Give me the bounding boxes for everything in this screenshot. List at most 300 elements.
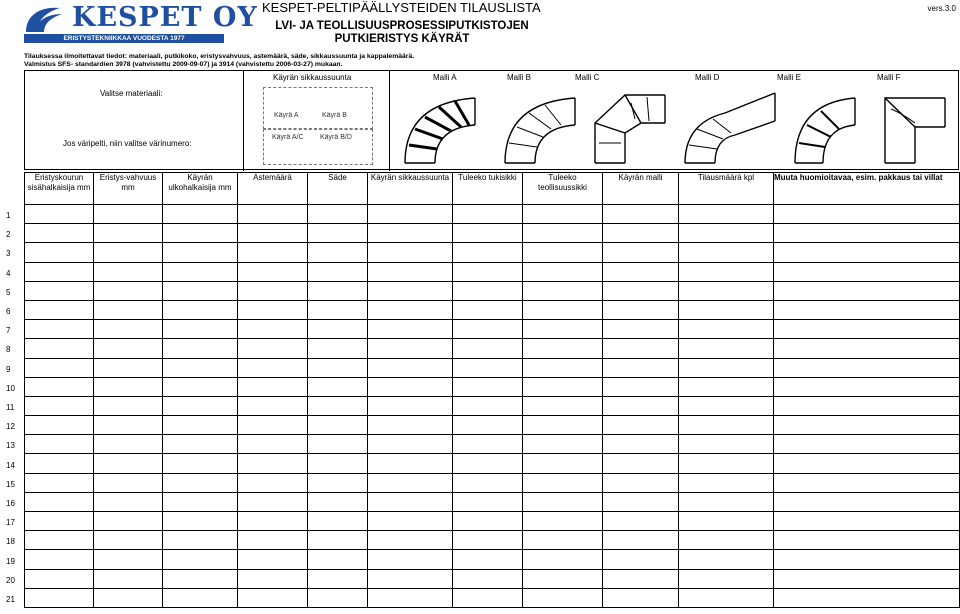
table-cell-input[interactable]	[238, 473, 308, 492]
table-cell-input[interactable]	[94, 320, 163, 339]
table-cell-input[interactable]	[774, 224, 960, 243]
table-cell-input[interactable]	[774, 550, 960, 569]
table-cell-input[interactable]	[523, 416, 603, 435]
row-number: 13	[6, 441, 15, 451]
table-cell-input[interactable]	[238, 262, 308, 281]
table-cell-input[interactable]	[679, 377, 774, 396]
table-cell-input[interactable]	[368, 550, 453, 569]
col-insulation-thickness: Eristys-vahvuus mm	[94, 173, 163, 205]
table-row	[25, 588, 960, 607]
table-cell-input[interactable]	[679, 205, 774, 224]
table-cell-input[interactable]	[163, 473, 238, 492]
table-cell-input[interactable]	[368, 243, 453, 262]
table-cell-input[interactable]	[523, 454, 603, 473]
table-cell-input[interactable]	[774, 339, 960, 358]
table-row	[25, 473, 960, 492]
table-cell-input[interactable]	[94, 205, 163, 224]
table-cell-input[interactable]	[368, 320, 453, 339]
table-cell-input[interactable]	[25, 224, 94, 243]
table-cell-input[interactable]	[163, 588, 238, 607]
order-table	[24, 172, 960, 608]
color-number-label: Jos väripelti, niin valitse värinumero:	[63, 139, 192, 148]
table-cell-input[interactable]	[308, 224, 368, 243]
table-cell-input[interactable]	[774, 243, 960, 262]
table-cell-input[interactable]	[774, 473, 960, 492]
table-cell-input[interactable]	[679, 512, 774, 531]
table-cell-input[interactable]	[453, 512, 523, 531]
table-cell-input[interactable]	[453, 377, 523, 396]
col-support-seam: Tuleeko tukisikki	[453, 173, 523, 205]
table-cell-input[interactable]	[308, 492, 368, 511]
table-cell-input[interactable]	[368, 262, 453, 281]
table-cell-input[interactable]	[308, 320, 368, 339]
table-cell-input[interactable]	[523, 281, 603, 300]
table-cell-input[interactable]	[774, 512, 960, 531]
table-cell-input[interactable]	[523, 377, 603, 396]
table-cell-input[interactable]	[94, 492, 163, 511]
table-cell-input[interactable]	[238, 358, 308, 377]
table-cell-input[interactable]	[163, 300, 238, 319]
logo-symbol-icon	[24, 4, 64, 34]
table-cell-input[interactable]	[25, 550, 94, 569]
table-row	[25, 358, 960, 377]
table-cell-input[interactable]	[163, 416, 238, 435]
table-cell-input[interactable]	[308, 454, 368, 473]
table-cell-input[interactable]	[603, 281, 679, 300]
table-cell-input[interactable]	[94, 339, 163, 358]
table-cell-input[interactable]	[308, 473, 368, 492]
row-number: 11	[6, 403, 15, 412]
table-cell-input[interactable]	[523, 569, 603, 588]
table-cell-input[interactable]	[308, 205, 368, 224]
bend-models-drawing	[395, 83, 955, 169]
table-cell-input[interactable]	[774, 531, 960, 550]
row-number: 19	[6, 556, 15, 566]
table-cell-input[interactable]	[523, 205, 603, 224]
direction-label-ac: Käyrä A/C	[272, 134, 304, 141]
table-cell-input[interactable]	[603, 588, 679, 607]
table-cell-input[interactable]	[308, 569, 368, 588]
table-cell-input[interactable]	[94, 358, 163, 377]
table-cell-input[interactable]	[163, 531, 238, 550]
table-cell-input[interactable]	[94, 454, 163, 473]
table-cell-input[interactable]	[453, 243, 523, 262]
table-cell-input[interactable]	[774, 454, 960, 473]
table-cell-input[interactable]	[774, 300, 960, 319]
table-row	[25, 396, 960, 415]
table-row	[25, 320, 960, 339]
table-cell-input[interactable]	[25, 300, 94, 319]
table-cell-input[interactable]	[453, 550, 523, 569]
table-cell-input[interactable]	[368, 396, 453, 415]
table-cell-input[interactable]	[238, 492, 308, 511]
table-cell-input[interactable]	[774, 205, 960, 224]
table-cell-input[interactable]	[774, 320, 960, 339]
col-bend-model: Käyrän malli	[603, 173, 679, 205]
table-cell-input[interactable]	[238, 243, 308, 262]
table-cell-input[interactable]	[523, 339, 603, 358]
table-cell-input[interactable]	[603, 396, 679, 415]
table-cell-input[interactable]	[679, 320, 774, 339]
row-number: 3	[6, 249, 11, 259]
table-row	[25, 224, 960, 243]
table-cell-input[interactable]	[163, 550, 238, 569]
table-cell-input[interactable]	[94, 243, 163, 262]
table-cell-input[interactable]	[94, 377, 163, 396]
table-cell-input[interactable]	[679, 454, 774, 473]
table-cell-input[interactable]	[94, 473, 163, 492]
bend-direction-title: Käyrän sikkaussuunta	[273, 73, 352, 82]
table-cell-input[interactable]	[603, 224, 679, 243]
col-inner-diameter: Eristyskourun sisähalkaisija mm	[25, 173, 94, 205]
table-cell-input[interactable]	[679, 358, 774, 377]
table-cell-input[interactable]	[453, 569, 523, 588]
table-cell-input[interactable]	[163, 339, 238, 358]
table-cell-input[interactable]	[308, 377, 368, 396]
table-cell-input[interactable]	[163, 435, 238, 454]
table-cell-input[interactable]	[603, 320, 679, 339]
table-cell-input[interactable]	[603, 473, 679, 492]
table-cell-input[interactable]	[523, 492, 603, 511]
table-cell-input[interactable]	[163, 396, 238, 415]
table-cell-input[interactable]	[238, 588, 308, 607]
table-cell-input[interactable]	[679, 262, 774, 281]
model-e-label: Malli E	[777, 73, 802, 82]
table-cell-input[interactable]	[238, 224, 308, 243]
table-cell-input[interactable]	[308, 416, 368, 435]
table-cell-input[interactable]	[94, 281, 163, 300]
table-cell-input[interactable]	[308, 358, 368, 377]
table-row	[25, 243, 960, 262]
table-cell-input[interactable]	[238, 320, 308, 339]
table-cell-input[interactable]	[25, 588, 94, 607]
table-cell-input[interactable]	[368, 339, 453, 358]
table-cell-input[interactable]	[774, 358, 960, 377]
table-cell-input[interactable]	[368, 300, 453, 319]
table-cell-input[interactable]	[368, 588, 453, 607]
table-cell-input[interactable]	[523, 358, 603, 377]
table-cell-input[interactable]	[774, 377, 960, 396]
table-cell-input[interactable]	[453, 531, 523, 550]
table-cell-input[interactable]	[774, 416, 960, 435]
col-degrees: Astemäärä	[238, 173, 308, 205]
table-row	[25, 205, 960, 224]
row-number: 5	[6, 287, 11, 297]
table-cell-input[interactable]	[163, 205, 238, 224]
table-row	[25, 454, 960, 473]
table-cell-input[interactable]	[308, 300, 368, 319]
table-cell-input[interactable]	[94, 569, 163, 588]
table-cell-input[interactable]	[94, 300, 163, 319]
table-cell-input[interactable]	[523, 320, 603, 339]
table-cell-input[interactable]	[523, 588, 603, 607]
row-number: 9	[6, 364, 11, 374]
row-number: 18	[6, 537, 15, 547]
table-cell-input[interactable]	[94, 224, 163, 243]
table-cell-input[interactable]	[163, 512, 238, 531]
table-cell-input[interactable]	[308, 550, 368, 569]
table-cell-input[interactable]	[308, 588, 368, 607]
table-cell-input[interactable]	[25, 281, 94, 300]
col-outer-diameter: Käyrän ulkohalkaisija mm	[163, 173, 238, 205]
table-row	[25, 262, 960, 281]
table-cell-input[interactable]	[368, 531, 453, 550]
table-cell-input[interactable]	[603, 377, 679, 396]
table-cell-input[interactable]	[453, 224, 523, 243]
table-cell-input[interactable]	[603, 205, 679, 224]
table-cell-input[interactable]	[25, 416, 94, 435]
table-cell-input[interactable]	[25, 396, 94, 415]
table-cell-input[interactable]	[163, 377, 238, 396]
table-cell-input[interactable]	[94, 262, 163, 281]
table-cell-input[interactable]	[453, 416, 523, 435]
table-cell-input[interactable]	[163, 243, 238, 262]
table-cell-input[interactable]	[25, 492, 94, 511]
table-cell-input[interactable]	[679, 550, 774, 569]
table-cell-input[interactable]	[163, 454, 238, 473]
table-cell-input[interactable]	[774, 569, 960, 588]
table-cell-input[interactable]	[238, 396, 308, 415]
table-cell-input[interactable]	[238, 281, 308, 300]
direction-diagram-ab	[263, 87, 373, 129]
table-cell-input[interactable]	[603, 454, 679, 473]
table-cell-input[interactable]	[308, 243, 368, 262]
table-cell-input[interactable]	[238, 512, 308, 531]
model-f-label: Malli F	[877, 73, 901, 82]
order-info-text: Tilauksessa ilmoitettavat tiedot: materiaali, putkikoko, eristysvahvuus, astemäärä, säde, sikkaussuunta ja kappalemäärä. Valmistus SFS- standardien 3978 (vahvistettu 2009-09-07) ja 3914 (vahvistettu 2006-03-27) mukaan.	[24, 53, 415, 68]
table-cell-input[interactable]	[308, 512, 368, 531]
model-b-label: Malli B	[507, 73, 532, 82]
table-cell-input[interactable]	[453, 320, 523, 339]
direction-label-bd: Käyrä B/D	[320, 134, 352, 141]
col-radius: Säde	[308, 173, 368, 205]
table-cell-input[interactable]	[368, 492, 453, 511]
table-cell-input[interactable]	[94, 588, 163, 607]
table-cell-input[interactable]	[368, 454, 453, 473]
table-cell-input[interactable]	[163, 569, 238, 588]
table-cell-input[interactable]	[238, 550, 308, 569]
direction-diagram-acbd	[263, 129, 373, 165]
table-row	[25, 569, 960, 588]
table-cell-input[interactable]	[368, 435, 453, 454]
row-number: 6	[6, 307, 11, 316]
table-cell-input[interactable]	[25, 512, 94, 531]
version-label: vers.3.0	[927, 4, 956, 13]
table-cell-input[interactable]	[679, 416, 774, 435]
table-cell-input[interactable]	[238, 377, 308, 396]
page-title: KESPET-PELTIPÄÄLLYSTEIDEN TILAUSLISTA	[262, 0, 541, 15]
table-cell-input[interactable]	[368, 569, 453, 588]
table-cell-input[interactable]	[603, 358, 679, 377]
table-cell-input[interactable]	[163, 320, 238, 339]
table-cell-input[interactable]	[368, 224, 453, 243]
direction-label-b: Käyrä B	[322, 112, 347, 119]
col-seam-direction: Käyrän sikkaussuunta	[368, 173, 453, 205]
table-cell-input[interactable]	[308, 435, 368, 454]
row-number: 1	[6, 211, 11, 220]
table-cell-input[interactable]	[25, 454, 94, 473]
table-cell-input[interactable]	[238, 205, 308, 224]
col-order-quantity: Tilausmäärä kpl	[679, 173, 774, 205]
table-cell-input[interactable]	[368, 205, 453, 224]
table-cell-input[interactable]	[453, 396, 523, 415]
table-header-row	[25, 173, 960, 205]
table-cell-input[interactable]	[679, 224, 774, 243]
table-cell-input[interactable]	[679, 473, 774, 492]
table-cell-input[interactable]	[523, 396, 603, 415]
table-cell-input[interactable]	[368, 281, 453, 300]
table-cell-input[interactable]	[238, 300, 308, 319]
table-cell-input[interactable]	[25, 358, 94, 377]
table-cell-input[interactable]	[368, 512, 453, 531]
table-cell-input[interactable]	[163, 224, 238, 243]
table-cell-input[interactable]	[679, 339, 774, 358]
table-cell-input[interactable]	[308, 531, 368, 550]
table-cell-input[interactable]	[25, 377, 94, 396]
selection-panel	[24, 70, 959, 170]
table-row	[25, 492, 960, 511]
table-cell-input[interactable]	[523, 473, 603, 492]
table-cell-input[interactable]	[603, 339, 679, 358]
table-cell-input[interactable]	[603, 262, 679, 281]
table-cell-input[interactable]	[163, 492, 238, 511]
table-cell-input[interactable]	[453, 281, 523, 300]
table-cell-input[interactable]	[523, 243, 603, 262]
row-number: 12	[6, 422, 15, 432]
table-cell-input[interactable]	[308, 281, 368, 300]
table-cell-input[interactable]	[774, 396, 960, 415]
table-cell-input[interactable]	[523, 262, 603, 281]
material-label: Valitse materiaali:	[100, 89, 163, 98]
table-cell-input[interactable]	[453, 262, 523, 281]
row-number: 17	[6, 518, 15, 528]
table-cell-input[interactable]	[453, 492, 523, 511]
table-cell-input[interactable]	[679, 531, 774, 550]
table-cell-input[interactable]	[679, 569, 774, 588]
table-row	[25, 435, 960, 454]
table-cell-input[interactable]	[25, 435, 94, 454]
table-cell-input[interactable]	[603, 300, 679, 319]
table-cell-input[interactable]	[25, 262, 94, 281]
model-a-label: Malli A	[433, 73, 457, 82]
table-cell-input[interactable]	[523, 550, 603, 569]
col-industrial-seam: Tuleeko teollisuussikki	[523, 173, 603, 205]
table-cell-input[interactable]	[523, 435, 603, 454]
table-row	[25, 300, 960, 319]
table-cell-input[interactable]	[453, 358, 523, 377]
table-cell-input[interactable]	[238, 569, 308, 588]
table-cell-input[interactable]	[679, 243, 774, 262]
table-cell-input[interactable]	[603, 492, 679, 511]
table-cell-input[interactable]	[603, 435, 679, 454]
table-cell-input[interactable]	[238, 339, 308, 358]
table-row	[25, 281, 960, 300]
table-cell-input[interactable]	[774, 435, 960, 454]
table-cell-input[interactable]	[679, 396, 774, 415]
table-cell-input[interactable]	[523, 224, 603, 243]
table-cell-input[interactable]	[603, 569, 679, 588]
table-cell-input[interactable]	[679, 588, 774, 607]
table-row	[25, 550, 960, 569]
table-cell-input[interactable]	[308, 339, 368, 358]
col-notes: Muuta huomioitavaa, esim. pakkaus tai villat	[774, 173, 960, 205]
table-cell-input[interactable]	[25, 243, 94, 262]
table-cell-input[interactable]	[308, 396, 368, 415]
table-cell-input[interactable]	[25, 531, 94, 550]
table-cell-input[interactable]	[774, 262, 960, 281]
table-cell-input[interactable]	[238, 454, 308, 473]
table-cell-input[interactable]	[25, 339, 94, 358]
table-row	[25, 531, 960, 550]
table-cell-input[interactable]	[163, 358, 238, 377]
table-cell-input[interactable]	[603, 531, 679, 550]
table-cell-input[interactable]	[453, 454, 523, 473]
table-cell-input[interactable]	[523, 531, 603, 550]
table-cell-input[interactable]	[25, 569, 94, 588]
table-cell-input[interactable]	[238, 416, 308, 435]
table-cell-input[interactable]	[774, 281, 960, 300]
table-cell-input[interactable]	[603, 512, 679, 531]
table-cell-input[interactable]	[94, 512, 163, 531]
table-cell-input[interactable]	[238, 531, 308, 550]
table-cell-input[interactable]	[25, 473, 94, 492]
table-cell-input[interactable]	[368, 473, 453, 492]
table-cell-input[interactable]	[25, 205, 94, 224]
row-number: 16	[6, 499, 15, 508]
table-cell-input[interactable]	[523, 512, 603, 531]
table-cell-input[interactable]	[163, 262, 238, 281]
model-d-label: Malli D	[695, 73, 720, 82]
table-cell-input[interactable]	[679, 300, 774, 319]
row-number: 8	[6, 345, 11, 355]
table-row	[25, 377, 960, 396]
table-cell-input[interactable]	[774, 492, 960, 511]
table-cell-input[interactable]	[453, 205, 523, 224]
panel-divider	[243, 71, 244, 171]
table-cell-input[interactable]	[238, 435, 308, 454]
table-cell-input[interactable]	[603, 416, 679, 435]
table-cell-input[interactable]	[453, 588, 523, 607]
table-cell-input[interactable]	[368, 377, 453, 396]
table-cell-input[interactable]	[368, 358, 453, 377]
table-cell-input[interactable]	[368, 416, 453, 435]
model-c-label: Malli C	[575, 73, 600, 82]
table-cell-input[interactable]	[523, 300, 603, 319]
table-cell-input[interactable]	[94, 396, 163, 415]
row-number: 14	[6, 460, 15, 470]
table-cell-input[interactable]	[453, 473, 523, 492]
table-cell-input[interactable]	[679, 492, 774, 511]
table-cell-input[interactable]	[308, 262, 368, 281]
table-cell-input[interactable]	[774, 588, 960, 607]
table-cell-input[interactable]	[453, 339, 523, 358]
direction-label-a: Käyrä A	[274, 112, 299, 119]
table-cell-input[interactable]	[94, 531, 163, 550]
table-cell-input[interactable]	[25, 320, 94, 339]
table-cell-input[interactable]	[163, 281, 238, 300]
table-cell-input[interactable]	[453, 300, 523, 319]
table-cell-input[interactable]	[603, 550, 679, 569]
table-cell-input[interactable]	[679, 435, 774, 454]
table-cell-input[interactable]	[94, 416, 163, 435]
table-cell-input[interactable]	[94, 550, 163, 569]
table-cell-input[interactable]	[679, 281, 774, 300]
model-divider	[389, 71, 390, 171]
table-cell-input[interactable]	[603, 243, 679, 262]
table-cell-input[interactable]	[453, 435, 523, 454]
company-tagline: ERISTYSTEKNIIKKAA VUODESTA 1977	[24, 34, 224, 43]
table-cell-input[interactable]	[94, 435, 163, 454]
